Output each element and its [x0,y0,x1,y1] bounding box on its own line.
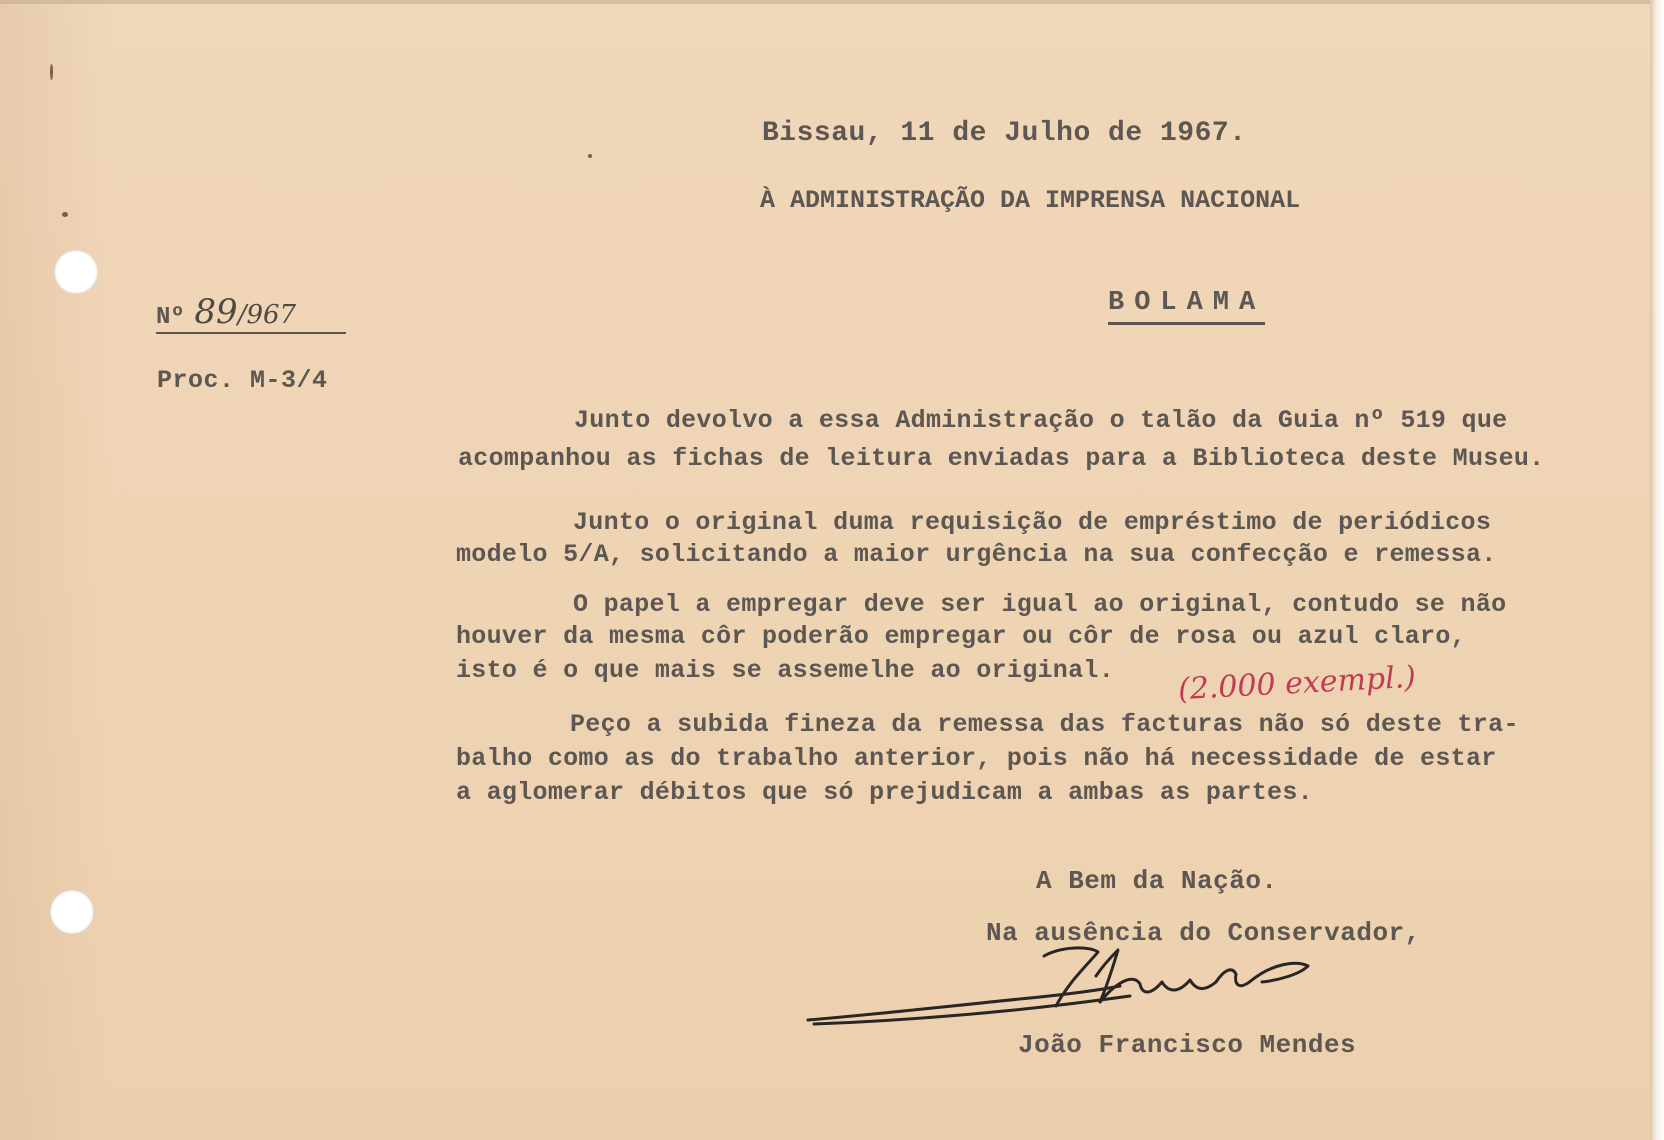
body-line: modelo 5/A, solicitando a maior urgência na sua confecção e remessa. [456,540,1497,569]
paper-speck [50,64,53,80]
paper-right-edge [1650,0,1664,1140]
body-line: Junto devolvo a essa Administração o talão da Guia nº 519 que [574,406,1508,435]
process-reference: Proc. M-3/4 [157,366,328,395]
paper-speck [588,154,592,158]
body-line: balho como as do trabalho anterior, pois não há necessidade de estar [456,744,1497,773]
body-line: Junto o original duma requisição de empréstimo de periódicos [573,508,1492,537]
body-line: acompanhou as fichas de leitura enviadas para a Biblioteca deste Museu. [458,444,1545,473]
reference-prefix: Nº [156,304,185,331]
reference-year: /967 [237,300,297,330]
paper-top-edge [0,0,1650,4]
addressee: À ADMINISTRAÇÃO DA IMPRENSA NACIONAL [760,186,1301,215]
handwritten-note: (2.000 exempl.) [1177,659,1417,708]
reference-number [156,292,346,334]
body-line: houver da mesma côr poderão empregar ou côr de rosa ou azul claro, [456,622,1466,651]
body-line: O papel a empregar deve ser igual ao original, contudo se não [573,590,1507,619]
punch-hole-top [54,250,98,294]
signer-name: João Francisco Mendes [1018,1030,1357,1060]
body-line: Peço a subida fineza da remessa das facturas não só deste tra- [570,710,1519,739]
reference-handwritten-number: 89 [194,292,238,332]
body-line: isto é o que mais se assemelhe ao original. [456,656,1115,685]
paper-speck [62,212,68,217]
body-line: a aglomerar débitos que só prejudicam a ambas as partes. [456,778,1313,807]
place-date: Bissau, 11 de Julho de 1967. [762,118,1247,149]
destination-city: BOLAMA [1108,288,1265,325]
signer-capacity: Na ausência do Conservador, [986,918,1421,948]
binding-margin [0,0,110,1140]
closing-salutation: A Bem da Nação. [1036,866,1278,896]
punch-hole-bottom [50,890,94,934]
handwritten-signature [800,940,1360,1040]
